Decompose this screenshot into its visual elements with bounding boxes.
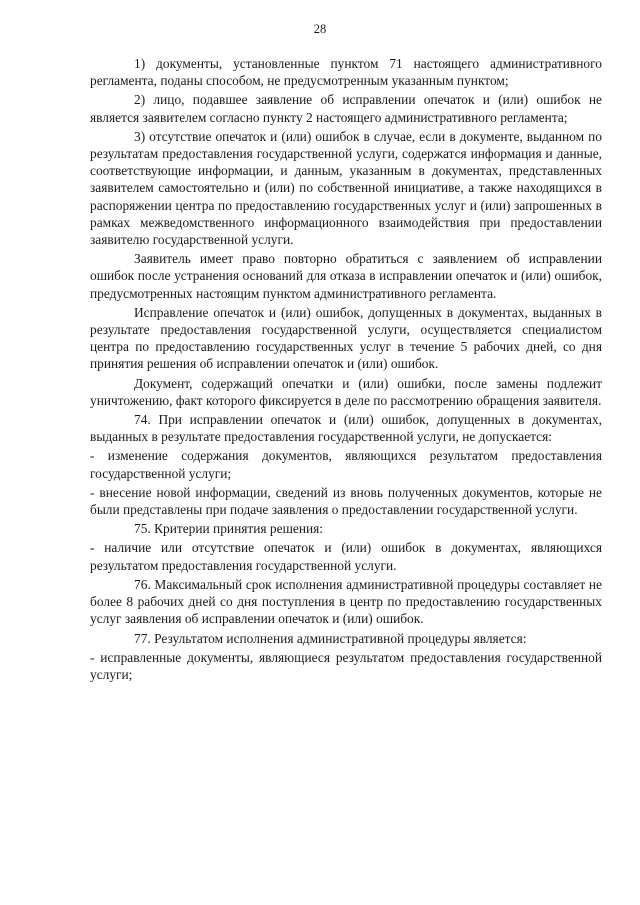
paragraph-item-3: 3) отсутствие опечаток и (или) ошибок в случае, если в документе, выданном по результатам предоставления государственной услуги, содержатся информация и данные, соответствующие информации, и данным, указанным в документах, представленных заявителем самостоятельно и (или) по собственной инициативе, а также находящихся в распоряжении центра по предоставлению государственных услуг и (или) запрошенных в рамках межведомственного информационного взаимодействия при предоставлении заявителю государственной услуги.	[90, 128, 602, 248]
paragraph-77-dash-1: - исправленные документы, являющиеся результатом предоставления государственной услуги;	[90, 649, 602, 682]
paragraph-75-dash-1: - наличие или отсутствие опечаток и (или) ошибок в документах, являющихся результатом предоставления государственной услуги.	[90, 540, 602, 573]
paragraph-76: 76. Максимальный срок исполнения административной процедуры составляет не более 8 рабочих дней со дня поступления в центр по предоставлению государственных услуг заявления об исправлении опечаток и (или) ошибок.	[90, 576, 602, 627]
paragraph-reapply: Заявитель имеет право повторно обратиться с заявлением об исправлении ошибок после устранения оснований для отказа в исправлении опечаток и (или) ошибок, предусмотренных настоящим пунктом административного регламента.	[90, 251, 602, 301]
paragraph-74-dash-1: - изменение содержания документов, являющихся результатом предоставления государственной услуги;	[90, 448, 602, 481]
paragraph-item-2: 2) лицо, подавшее заявление об исправлении опечаток и (или) ошибок не является заявителем согласно пункту 2 настоящего административного регламента;	[90, 92, 602, 125]
paragraph-74: 74. При исправлении опечаток и (или) ошибок, допущенных в документах, выданных в результате предоставления государственной услуги, не допускается:	[90, 412, 602, 445]
document-body	[90, 55, 602, 685]
paragraph-document-destruction: Документ, содержащий опечатки и (или) ошибки, после замены подлежит уничтожению, факт которого фиксируется в деле по рассмотрению обращения заявителя.	[90, 375, 602, 408]
page-number: 28	[313, 22, 327, 36]
paragraph-74-dash-2: - внесение новой информации, сведений из вновь полученных документов, которые не были представлены при подаче заявления о предоставлении государственной услуги.	[90, 484, 602, 518]
paragraph-75: 75. Критерии принятия решения:	[134, 521, 324, 537]
paragraph-item-1: 1) документы, установленные пунктом 71 настоящего административного регламента, поданы способом, не предусмотренным указанным пунктом;	[90, 56, 602, 89]
paragraph-77: 77. Результатом исполнения административной процедуры является:	[134, 630, 527, 646]
paragraph-correction-term: Исправление опечаток и (или) ошибок, допущенных в документах, выданных в результате предоставления государственной услуги, осуществляется специалистом центра по предоставлению государственных услуг в течение 5 рабочих дней, со дня принятия решения об исправлении опечаток и (или) ошибок.	[90, 304, 602, 372]
